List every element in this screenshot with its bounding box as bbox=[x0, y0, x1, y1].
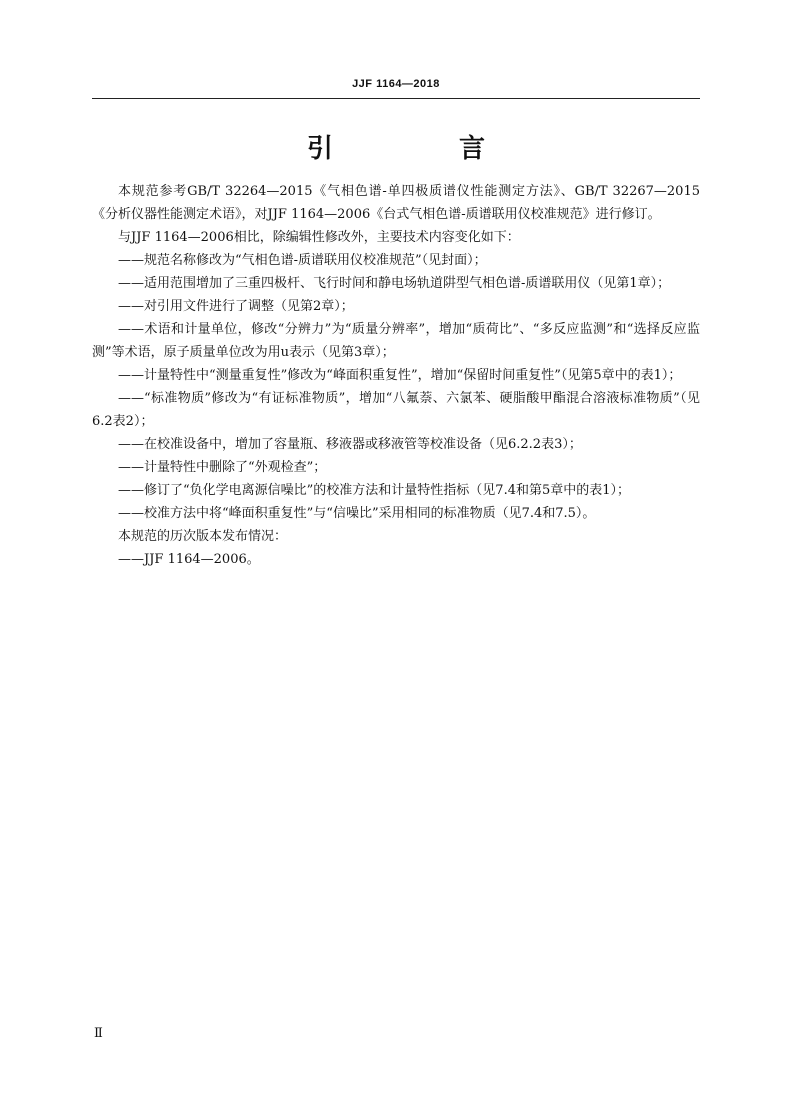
running-header: JJF 1164—2018 bbox=[352, 78, 440, 90]
page-number: Ⅱ bbox=[94, 1026, 103, 1041]
page-title: 引 言 bbox=[306, 134, 535, 164]
change-item: ——计量特性中删除了“外观检查”； bbox=[118, 460, 327, 475]
change-item: ——适用范围增加了三重四极杆、飞行时间和静电场轨道阱型气相色谱-质谱联用仪（见第1章）； bbox=[118, 276, 671, 291]
change-item: ——术语和计量单位，修改“分辨力”为“质量分辨率”，增加“质荷比”、“多反应监测”和“选择反应监测”等术语，原子质量单位改为用u表示（见第3章）； bbox=[92, 322, 700, 360]
document-body bbox=[92, 180, 700, 571]
change-item: ——规范名称修改为“气相色谱-质谱联用仪校准规范”（见封面）； bbox=[118, 253, 487, 268]
header-rule bbox=[92, 98, 700, 99]
change-item: ——对引用文件进行了调整（见第2章）； bbox=[118, 299, 354, 314]
change-item: ——计量特性中“测量重复性”修改为“峰面积重复性”，增加“保留时间重复性”（见第5章中的表1）； bbox=[118, 368, 682, 383]
paragraph-changes-lead: 与JJF 1164—2006相比，除编辑性修改外，主要技术内容变化如下： bbox=[118, 230, 520, 245]
change-item: ——校准方法中将“峰面积重复性”与“信噪比”采用相同的标准物质（见7.4和7.5）。 bbox=[118, 506, 596, 521]
change-item: ——“标准物质”修改为“有证标准物质”，增加“八氟萘、六氯苯、硬脂酸甲酯混合溶液标准物质”（见6.2表2）； bbox=[92, 391, 700, 429]
paragraph-intro: 本规范参考GB/T 32264—2015《气相色谱-单四极质谱仪性能测定方法》、GB/T 32267—2015《分析仪器性能测定术语》，对JJF 1164—2006《台式气相色谱-质谱联用仪校准规范》进行修订。 bbox=[92, 184, 700, 222]
change-item: ——修订了“负化学电离源信噪比”的校准方法和计量特性指标（见7.4和第5章中的表1）； bbox=[118, 483, 631, 498]
paragraph-history-lead: 本规范的历次版本发布情况： bbox=[118, 529, 288, 544]
history-item: ——JJF 1164—2006。 bbox=[118, 552, 260, 567]
change-item: ——在校准设备中，增加了容量瓶、移液器或移液管等校准设备（见6.2.2表3）； bbox=[118, 437, 582, 452]
